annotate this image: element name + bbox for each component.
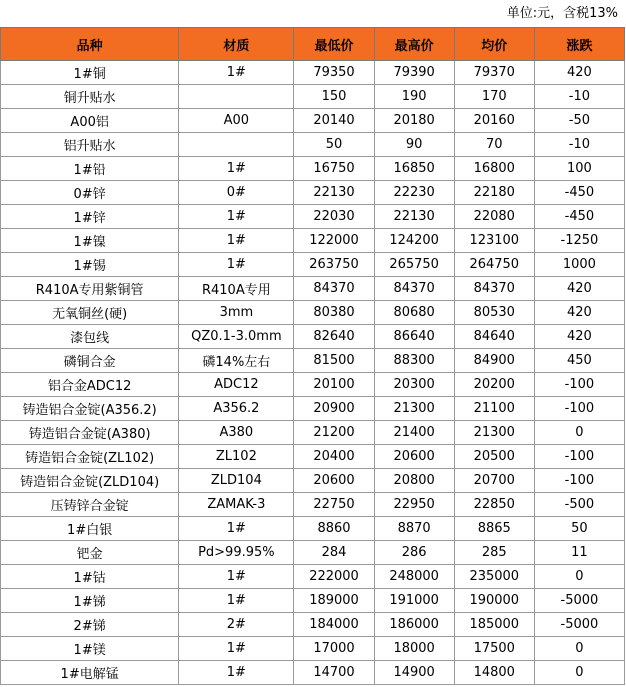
cell-variety: 1#钴 (1, 565, 179, 589)
cell-material: 0# (179, 181, 294, 205)
table-row (1, 589, 625, 613)
table-row (1, 61, 625, 85)
cell-variety: 铸造铝合金锭(ZL102) (1, 445, 179, 469)
cell-change: 420 (534, 301, 624, 325)
table-row (1, 397, 625, 421)
cell-high-price: 80680 (374, 301, 454, 325)
cell-low-price: 80380 (294, 301, 374, 325)
cell-high-price: 79390 (374, 61, 454, 85)
cell-change: 0 (534, 661, 624, 685)
cell-low-price: 8860 (294, 517, 374, 541)
cell-change: -500 (534, 493, 624, 517)
table-row (1, 373, 625, 397)
table-row (1, 157, 625, 181)
cell-high-price: 21400 (374, 421, 454, 445)
cell-avg-price: 22180 (454, 181, 534, 205)
cell-variety: 1#锡 (1, 253, 179, 277)
cell-change: 0 (534, 421, 624, 445)
cell-low-price: 150 (294, 85, 374, 109)
cell-material: 1# (179, 157, 294, 181)
cell-variety: 磷铜合金 (1, 349, 179, 373)
cell-avg-price: 16800 (454, 157, 534, 181)
cell-low-price: 22130 (294, 181, 374, 205)
cell-variety: 1#镁 (1, 637, 179, 661)
cell-avg-price: 70 (454, 133, 534, 157)
cell-avg-price: 22080 (454, 205, 534, 229)
cell-variety: 钯金 (1, 541, 179, 565)
cell-variety: 铸造铝合金锭(A356.2) (1, 397, 179, 421)
cell-variety: 1#镍 (1, 229, 179, 253)
cell-material: ZAMAK-3 (179, 493, 294, 517)
cell-variety: 压铸锌合金锭 (1, 493, 179, 517)
cell-high-price: 248000 (374, 565, 454, 589)
cell-avg-price: 79370 (454, 61, 534, 85)
cell-high-price: 20800 (374, 469, 454, 493)
cell-high-price: 8870 (374, 517, 454, 541)
cell-low-price: 20100 (294, 373, 374, 397)
cell-high-price: 18000 (374, 637, 454, 661)
cell-high-price: 20180 (374, 109, 454, 133)
cell-change: -5000 (534, 589, 624, 613)
table-row (1, 469, 625, 493)
table-row (1, 349, 625, 373)
cell-change: -1250 (534, 229, 624, 253)
cell-change: 420 (534, 61, 624, 85)
cell-low-price: 50 (294, 133, 374, 157)
cell-high-price: 22130 (374, 205, 454, 229)
cell-avg-price: 84900 (454, 349, 534, 373)
cell-avg-price: 21300 (454, 421, 534, 445)
cell-high-price: 16850 (374, 157, 454, 181)
cell-variety: A00铝 (1, 109, 179, 133)
cell-avg-price: 17500 (454, 637, 534, 661)
cell-variety: 1#白银 (1, 517, 179, 541)
header-material: 材质 (179, 28, 294, 61)
cell-change: 1000 (534, 253, 624, 277)
cell-variety: 1#铜 (1, 61, 179, 85)
cell-variety: 1#电解锰 (1, 661, 179, 685)
cell-avg-price: 20160 (454, 109, 534, 133)
cell-variety: 铸造铝合金锭(A380) (1, 421, 179, 445)
cell-variety: 铸造铝合金锭(ZLD104) (1, 469, 179, 493)
cell-low-price: 20140 (294, 109, 374, 133)
cell-change: -50 (534, 109, 624, 133)
cell-material: 1# (179, 589, 294, 613)
table-row (1, 109, 625, 133)
cell-material: ZL102 (179, 445, 294, 469)
cell-change: -10 (534, 133, 624, 157)
table-row (1, 565, 625, 589)
cell-low-price: 14700 (294, 661, 374, 685)
cell-material: 1# (179, 229, 294, 253)
cell-change: -100 (534, 397, 624, 421)
cell-low-price: 22030 (294, 205, 374, 229)
cell-avg-price: 285 (454, 541, 534, 565)
cell-variety: 0#锌 (1, 181, 179, 205)
cell-high-price: 265750 (374, 253, 454, 277)
cell-change: -450 (534, 205, 624, 229)
cell-low-price: 84370 (294, 277, 374, 301)
table-row (1, 325, 625, 349)
cell-variety: 铜升贴水 (1, 85, 179, 109)
cell-material (179, 133, 294, 157)
table-row (1, 613, 625, 637)
cell-change: 420 (534, 277, 624, 301)
cell-avg-price: 20500 (454, 445, 534, 469)
table-row (1, 301, 625, 325)
cell-change: 420 (534, 325, 624, 349)
table-row (1, 661, 625, 685)
cell-change: 11 (534, 541, 624, 565)
table-row (1, 205, 625, 229)
cell-material: A00 (179, 109, 294, 133)
cell-low-price: 81500 (294, 349, 374, 373)
cell-avg-price: 20200 (454, 373, 534, 397)
cell-low-price: 17000 (294, 637, 374, 661)
cell-low-price: 20400 (294, 445, 374, 469)
cell-variety: 1#锌 (1, 205, 179, 229)
cell-change: -100 (534, 445, 624, 469)
cell-material: 3mm (179, 301, 294, 325)
table-row (1, 253, 625, 277)
header-row (1, 28, 625, 61)
cell-avg-price: 80530 (454, 301, 534, 325)
cell-avg-price: 170 (454, 85, 534, 109)
cell-change: -100 (534, 373, 624, 397)
cell-avg-price: 235000 (454, 565, 534, 589)
header-low-price: 最低价 (294, 28, 374, 61)
cell-low-price: 189000 (294, 589, 374, 613)
cell-low-price: 20900 (294, 397, 374, 421)
cell-high-price: 90 (374, 133, 454, 157)
cell-change: 0 (534, 565, 624, 589)
cell-avg-price: 185000 (454, 613, 534, 637)
cell-low-price: 263750 (294, 253, 374, 277)
cell-high-price: 190 (374, 85, 454, 109)
cell-variety: R410A专用紫铜管 (1, 277, 179, 301)
cell-avg-price: 21100 (454, 397, 534, 421)
cell-change: 100 (534, 157, 624, 181)
cell-avg-price: 22850 (454, 493, 534, 517)
cell-high-price: 14900 (374, 661, 454, 685)
table-row (1, 445, 625, 469)
table-row (1, 181, 625, 205)
cell-variety: 1#铅 (1, 157, 179, 181)
cell-material: 1# (179, 253, 294, 277)
header-change: 涨跌 (534, 28, 624, 61)
cell-material: QZ0.1-3.0mm (179, 325, 294, 349)
cell-high-price: 22950 (374, 493, 454, 517)
cell-high-price: 20300 (374, 373, 454, 397)
cell-material: 1# (179, 637, 294, 661)
cell-material: ADC12 (179, 373, 294, 397)
cell-low-price: 20600 (294, 469, 374, 493)
cell-low-price: 79350 (294, 61, 374, 85)
cell-avg-price: 123100 (454, 229, 534, 253)
cell-low-price: 21200 (294, 421, 374, 445)
cell-material: 1# (179, 205, 294, 229)
cell-material: R410A专用 (179, 277, 294, 301)
cell-avg-price: 84640 (454, 325, 534, 349)
cell-variety: 1#锑 (1, 589, 179, 613)
cell-change: 0 (534, 637, 624, 661)
table-row (1, 133, 625, 157)
cell-change: -10 (534, 85, 624, 109)
cell-high-price: 191000 (374, 589, 454, 613)
cell-high-price: 186000 (374, 613, 454, 637)
cell-variety: 铝合金ADC12 (1, 373, 179, 397)
cell-low-price: 122000 (294, 229, 374, 253)
cell-change: -5000 (534, 613, 624, 637)
cell-material: 1# (179, 565, 294, 589)
unit-label: 单位:元，含税13% (506, 6, 618, 21)
table-row (1, 229, 625, 253)
cell-avg-price: 84370 (454, 277, 534, 301)
cell-material: 1# (179, 517, 294, 541)
cell-material: ZLD104 (179, 469, 294, 493)
cell-material: A380 (179, 421, 294, 445)
header-variety: 品种 (1, 28, 179, 61)
header-high-price: 最高价 (374, 28, 454, 61)
cell-avg-price: 190000 (454, 589, 534, 613)
cell-low-price: 16750 (294, 157, 374, 181)
cell-low-price: 82640 (294, 325, 374, 349)
cell-material: A356.2 (179, 397, 294, 421)
cell-avg-price: 264750 (454, 253, 534, 277)
cell-change: -100 (534, 469, 624, 493)
cell-high-price: 20600 (374, 445, 454, 469)
cell-material: 1# (179, 661, 294, 685)
cell-material (179, 85, 294, 109)
cell-avg-price: 8865 (454, 517, 534, 541)
cell-low-price: 184000 (294, 613, 374, 637)
cell-low-price: 284 (294, 541, 374, 565)
cell-high-price: 84370 (374, 277, 454, 301)
cell-high-price: 22230 (374, 181, 454, 205)
cell-avg-price: 20700 (454, 469, 534, 493)
cell-change: 50 (534, 517, 624, 541)
cell-low-price: 22750 (294, 493, 374, 517)
table-row (1, 85, 625, 109)
cell-variety: 2#锑 (1, 613, 179, 637)
cell-high-price: 86640 (374, 325, 454, 349)
cell-high-price: 124200 (374, 229, 454, 253)
cell-variety: 无氧铜丝(硬) (1, 301, 179, 325)
table-row (1, 493, 625, 517)
cell-high-price: 21300 (374, 397, 454, 421)
cell-change: -450 (534, 181, 624, 205)
price-table (0, 27, 625, 685)
cell-material: 2# (179, 613, 294, 637)
cell-material: Pd>99.95% (179, 541, 294, 565)
table-row (1, 637, 625, 661)
cell-material: 磷14%左右 (179, 349, 294, 373)
header-avg-price: 均价 (454, 28, 534, 61)
cell-variety: 漆包线 (1, 325, 179, 349)
cell-high-price: 286 (374, 541, 454, 565)
cell-avg-price: 14800 (454, 661, 534, 685)
cell-high-price: 88300 (374, 349, 454, 373)
table-row (1, 541, 625, 565)
table-row (1, 277, 625, 301)
cell-material: 1# (179, 61, 294, 85)
table-row (1, 421, 625, 445)
cell-change: 450 (534, 349, 624, 373)
cell-low-price: 222000 (294, 565, 374, 589)
cell-variety: 铝升贴水 (1, 133, 179, 157)
table-row (1, 517, 625, 541)
